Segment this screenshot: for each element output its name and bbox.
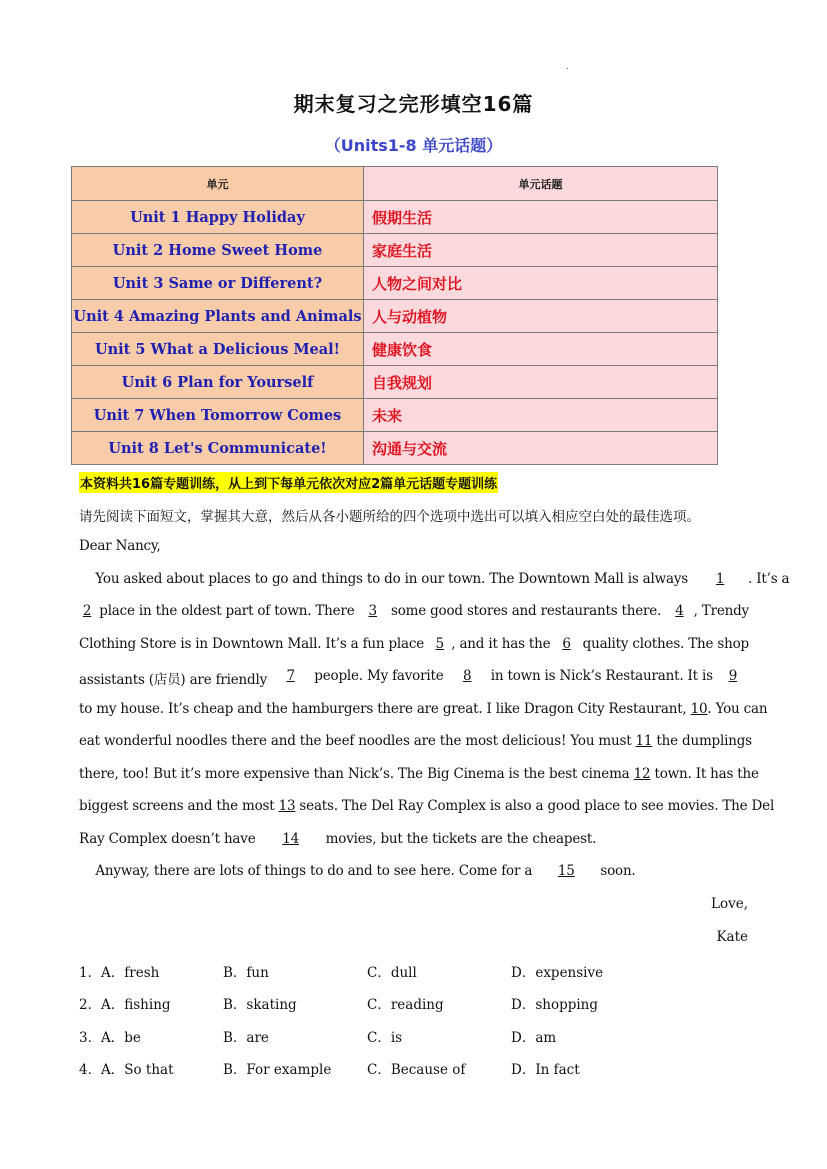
letter-line: [79, 831, 749, 847]
letter-text: assistants (店员) are friendly: [79, 672, 272, 688]
answer-option[interactable]: A．fresh: [101, 965, 160, 981]
letter-text: place in the oldest part of town. There: [95, 603, 359, 619]
unit-name-cell: Unit 7 When Tomorrow Comes: [72, 399, 364, 432]
blank-1: 1: [715, 571, 725, 587]
unit-topic-cell: 沟通与交流: [364, 432, 718, 465]
blank-11: 11: [635, 733, 653, 749]
letter-signature: Kate: [716, 929, 748, 945]
letter-text: . It’s a: [748, 571, 790, 587]
letter-greeting: Dear Nancy,: [79, 538, 161, 554]
unit-name-cell: Unit 2 Home Sweet Home: [72, 234, 364, 267]
highlight-note: 本资料共16篇专题训练，从上到下每单元依次对应2篇单元话题专题训练: [79, 472, 498, 493]
answer-option[interactable]: C．dull: [367, 965, 417, 981]
letter-text: Ray Complex doesn’t have: [79, 831, 260, 847]
letter-text: You asked about places to go and things to do in our town. The Downtown Mall is always: [79, 571, 693, 587]
letter-text: , and it has the: [451, 636, 555, 652]
table-row: [72, 201, 718, 234]
letter-text: town. It has the: [650, 766, 759, 782]
letter-text: some good stores and restaurants there.: [386, 603, 666, 619]
answer-option[interactable]: B．fun: [223, 965, 269, 981]
table-header-row: [72, 167, 718, 201]
blank-14: 14: [282, 831, 299, 847]
answer-option[interactable]: C．is: [367, 1030, 403, 1046]
letter-text: there, too! But it’s more expensive than Nick’s. The Big Cinema is the best cinema: [79, 766, 634, 782]
unit-name-cell: Unit 4 Amazing Plants and Animals: [72, 300, 364, 333]
unit-topic-table: [71, 166, 718, 465]
unit-name-cell: Unit 1 Happy Holiday: [72, 201, 364, 234]
letter-line: [79, 766, 759, 782]
page-dot-mark: .: [566, 62, 569, 72]
letter-line: [79, 603, 749, 619]
table-row: [72, 432, 718, 465]
answer-option[interactable]: D．shopping: [511, 997, 599, 1013]
letter-text: quality clothes. The shop: [578, 636, 749, 652]
table-header-unit: 单元: [72, 167, 364, 201]
letter-text: people. My favorite: [310, 668, 448, 684]
letter-line: [79, 733, 752, 749]
unit-topic-cell: 人物之间对比: [364, 267, 718, 300]
letter-text: in town is Nick’s Restaurant. It is: [486, 668, 717, 684]
answer-option[interactable]: C．reading: [367, 997, 444, 1013]
unit-topic-cell: 人与动植物: [364, 300, 718, 333]
letter-text: , Trendy: [693, 603, 749, 619]
unit-name-cell: Unit 3 Same or Different?: [72, 267, 364, 300]
table-header-topic: 单元话题: [364, 167, 718, 201]
letter-line: [79, 863, 749, 879]
table-row: [72, 399, 718, 432]
blank-6: 6: [562, 636, 571, 652]
letter-line: [79, 798, 775, 814]
answer-option[interactable]: A．be: [101, 1030, 141, 1046]
letter-text: biggest screens and the most: [79, 798, 279, 814]
question-number: 3．: [79, 1030, 102, 1046]
letter-closing: Love,: [711, 896, 748, 912]
answer-option[interactable]: D．am: [511, 1030, 557, 1046]
answer-option[interactable]: A．So that: [101, 1062, 174, 1078]
question-number: 4．: [79, 1062, 102, 1078]
unit-name-cell: Unit 6 Plan for Yourself: [72, 366, 364, 399]
letter-text: to my house. It’s cheap and the hamburgers there are great. I like Dragon City Restaurant,: [79, 701, 691, 717]
table-row: [72, 267, 718, 300]
table-row: [72, 366, 718, 399]
answer-option[interactable]: D．In fact: [511, 1062, 580, 1078]
letter-line: [79, 636, 749, 652]
blank-12: 12: [633, 766, 651, 782]
question-number: 2．: [79, 997, 102, 1013]
answer-option[interactable]: C．Because of: [367, 1062, 466, 1078]
instruction-text: 请先阅读下面短文，掌握其大意，然后从各小题所给的四个选项中选出可以填入相应空白处的最佳选项。: [79, 509, 700, 525]
answer-option[interactable]: D．expensive: [511, 965, 604, 981]
letter-text: eat wonderful noodles there and the beef noodles are the most delicious! You must: [79, 733, 636, 749]
letter-text: Anyway, there are lots of things to do and to see here. Come for a: [79, 863, 537, 879]
table-row: [72, 300, 718, 333]
letter-text: soon.: [596, 863, 636, 879]
question-number: 1．: [79, 965, 102, 981]
letter-text: . You can: [707, 701, 768, 717]
blank-7: 7: [286, 668, 295, 684]
blank-4: 4: [675, 603, 684, 619]
letter-line: [79, 701, 768, 717]
unit-topic-cell: 假期生活: [364, 201, 718, 234]
blank-9: 9: [728, 668, 738, 684]
blank-5: 5: [435, 636, 444, 652]
blank-15: 15: [557, 863, 575, 879]
blank-13: 13: [278, 798, 296, 814]
unit-name-cell: Unit 5 What a Delicious Meal!: [72, 333, 364, 366]
letter-text: Clothing Store is in Downtown Mall. It’s a fun place: [79, 636, 429, 652]
letter-line: [79, 571, 790, 587]
letter-line: [79, 668, 749, 688]
blank-8: 8: [462, 668, 472, 684]
page-title: 期末复习之完形填空16篇: [293, 92, 534, 116]
answer-option[interactable]: B．For example: [223, 1062, 332, 1078]
answer-option[interactable]: A．fishing: [101, 997, 171, 1013]
letter-text: seats. The Del Ray Complex is also a good place to see movies. The Del: [295, 798, 775, 814]
answer-option[interactable]: B．are: [223, 1030, 269, 1046]
page-subtitle: （Units1-8 单元话题）: [324, 136, 503, 155]
unit-topic-cell: 未来: [364, 399, 718, 432]
table-row: [72, 333, 718, 366]
table-row: [72, 234, 718, 267]
unit-topic-cell: 健康饮食: [364, 333, 718, 366]
unit-topic-cell: 自我规划: [364, 366, 718, 399]
answer-option[interactable]: B．skating: [223, 997, 297, 1013]
letter-text: the dumplings: [652, 733, 752, 749]
unit-topic-cell: 家庭生活: [364, 234, 718, 267]
blank-2: 2: [82, 603, 92, 619]
letter-text: movies, but the tickets are the cheapest.: [321, 831, 597, 847]
blank-3: 3: [368, 603, 377, 619]
blank-10: 10: [690, 701, 708, 717]
unit-name-cell: Unit 8 Let's Communicate!: [72, 432, 364, 465]
